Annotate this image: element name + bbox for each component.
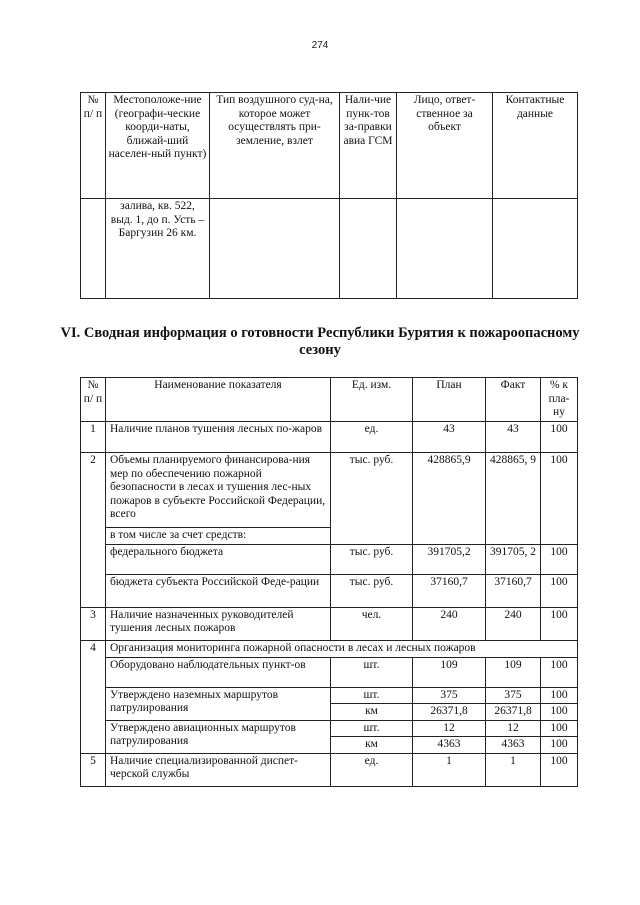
- row-indicator: Наличие специализированной диспет-черской службы: [106, 753, 331, 786]
- row-num: 2: [81, 453, 106, 608]
- row-percent: 100: [541, 544, 578, 574]
- section-heading: VI. Сводная информация о готовности Республики Бурятия к пожароопасному сезону: [60, 325, 580, 358]
- page-number: 274: [311, 40, 329, 51]
- row-unit: чел.: [331, 607, 413, 640]
- header-responsible-person: Лицо, ответ-ственное за объект: [397, 93, 493, 199]
- row-num: 3: [81, 607, 106, 640]
- header-fact: Факт: [486, 378, 541, 422]
- row-unit: тыс. руб.: [331, 544, 413, 574]
- table-row: [81, 687, 578, 704]
- row-plan: 428865,9: [413, 453, 486, 545]
- row-percent: 100: [541, 737, 578, 754]
- header-location: Местоположе-ние (географи-ческие коорди-наты, ближай-ший населен-ный пункт): [106, 93, 210, 199]
- header-unit: Ед. изм.: [331, 378, 413, 422]
- row-unit: шт.: [331, 720, 413, 737]
- airfield-table: [80, 92, 578, 299]
- row-indicator: Наличие планов тушения лесных по-жаров: [106, 422, 331, 453]
- row-indicator: Оборудовано наблюдательных пункт-ов: [106, 657, 331, 687]
- row-num: 4: [81, 640, 106, 753]
- cell-fuel-points: [340, 199, 397, 299]
- row-plan: 37160,7: [413, 574, 486, 607]
- header-contacts: Контактные данные: [493, 93, 578, 199]
- row-plan: 109: [413, 657, 486, 687]
- row-percent: 100: [541, 574, 578, 607]
- row-unit: тыс. руб.: [331, 453, 413, 545]
- header-plan: План: [413, 378, 486, 422]
- row-indicator: Наличие назначенных руководителей тушения лесных пожаров: [106, 607, 331, 640]
- table-header-row: [81, 378, 578, 422]
- row-percent: 100: [541, 657, 578, 687]
- row-fact: 4363: [486, 737, 541, 754]
- header-fuel-points: Нали-чие пунк-тов за-правки авиа ГСМ: [340, 93, 397, 199]
- row-num: 5: [81, 753, 106, 786]
- row-indicator: Утверждено наземных маршрутов патрулирования: [106, 687, 331, 720]
- table-row: [81, 607, 578, 640]
- cell-contacts: [493, 199, 578, 299]
- header-aircraft-type: Тип воздушного суд-на, которое может осуществлять при-земление, взлет: [210, 93, 340, 199]
- table-row: [81, 640, 578, 657]
- row-fact: 1: [486, 753, 541, 786]
- row-plan: 26371,8: [413, 704, 486, 721]
- table-row: [81, 199, 578, 299]
- cell-location: залива, кв. 522, выд. 1, до п. Усть – Баргузин 26 км.: [106, 199, 210, 299]
- row-unit: шт.: [331, 657, 413, 687]
- row-fact: 26371,8: [486, 704, 541, 721]
- row-percent: 100: [541, 687, 578, 704]
- row-fact: 240: [486, 607, 541, 640]
- cell-num: [81, 199, 106, 299]
- row-percent: 100: [541, 720, 578, 737]
- row-percent: 100: [541, 753, 578, 786]
- row-plan: 43: [413, 422, 486, 453]
- row-percent: 100: [541, 422, 578, 453]
- row-unit: км: [331, 737, 413, 754]
- header-percent: % к пла-ну: [541, 378, 578, 422]
- row-percent: 100: [541, 607, 578, 640]
- row-plan: 375: [413, 687, 486, 704]
- row-fact: 109: [486, 657, 541, 687]
- row-plan: 12: [413, 720, 486, 737]
- row-section-title: Организация мониторинга пожарной опасности в лесах и лесных пожаров: [106, 640, 578, 657]
- table-row: [81, 657, 578, 687]
- row-indicator: федерального бюджета: [106, 544, 331, 574]
- row-fact: 375: [486, 687, 541, 704]
- row-plan: 391705,2: [413, 544, 486, 574]
- row-fact: 43: [486, 422, 541, 453]
- table-row: [81, 720, 578, 737]
- cell-aircraft-type: [210, 199, 340, 299]
- table-row: [81, 453, 578, 528]
- row-fact: 37160,7: [486, 574, 541, 607]
- header-num: № п/ п: [81, 378, 106, 422]
- cell-responsible-person: [397, 199, 493, 299]
- table-row: [81, 422, 578, 453]
- row-indicator: Утверждено авиационных маршрутов патрулирования: [106, 720, 331, 753]
- row-plan: 1: [413, 753, 486, 786]
- row-unit: ед.: [331, 422, 413, 453]
- row-unit: км: [331, 704, 413, 721]
- row-percent: 100: [541, 453, 578, 545]
- header-num: № п/ п: [81, 93, 106, 199]
- row-unit: ед.: [331, 753, 413, 786]
- table-row: [81, 753, 578, 786]
- table-row: [81, 544, 578, 574]
- table-header-row: [81, 93, 578, 199]
- row-plan: 4363: [413, 737, 486, 754]
- row-num: 1: [81, 422, 106, 453]
- readiness-table: [80, 377, 578, 787]
- row-unit: тыс. руб.: [331, 574, 413, 607]
- row-indicator: Объемы планируемого финансирова-ния мер по обеспечению пожарной безопасности в лесах и тушения лес-ных пожаров в субъекте Российской Федерации, всего: [106, 453, 331, 528]
- row-fact: 428865, 9: [486, 453, 541, 545]
- row-unit: шт.: [331, 687, 413, 704]
- table-row: [81, 574, 578, 607]
- row-plan: 240: [413, 607, 486, 640]
- row-percent: 100: [541, 704, 578, 721]
- row-indicator: бюджета субъекта Российской Феде-рации: [106, 574, 331, 607]
- header-indicator: Наименование показателя: [106, 378, 331, 422]
- row-fact: 391705, 2: [486, 544, 541, 574]
- row-fact: 12: [486, 720, 541, 737]
- row-subheading: в том числе за счет средств:: [106, 528, 331, 545]
